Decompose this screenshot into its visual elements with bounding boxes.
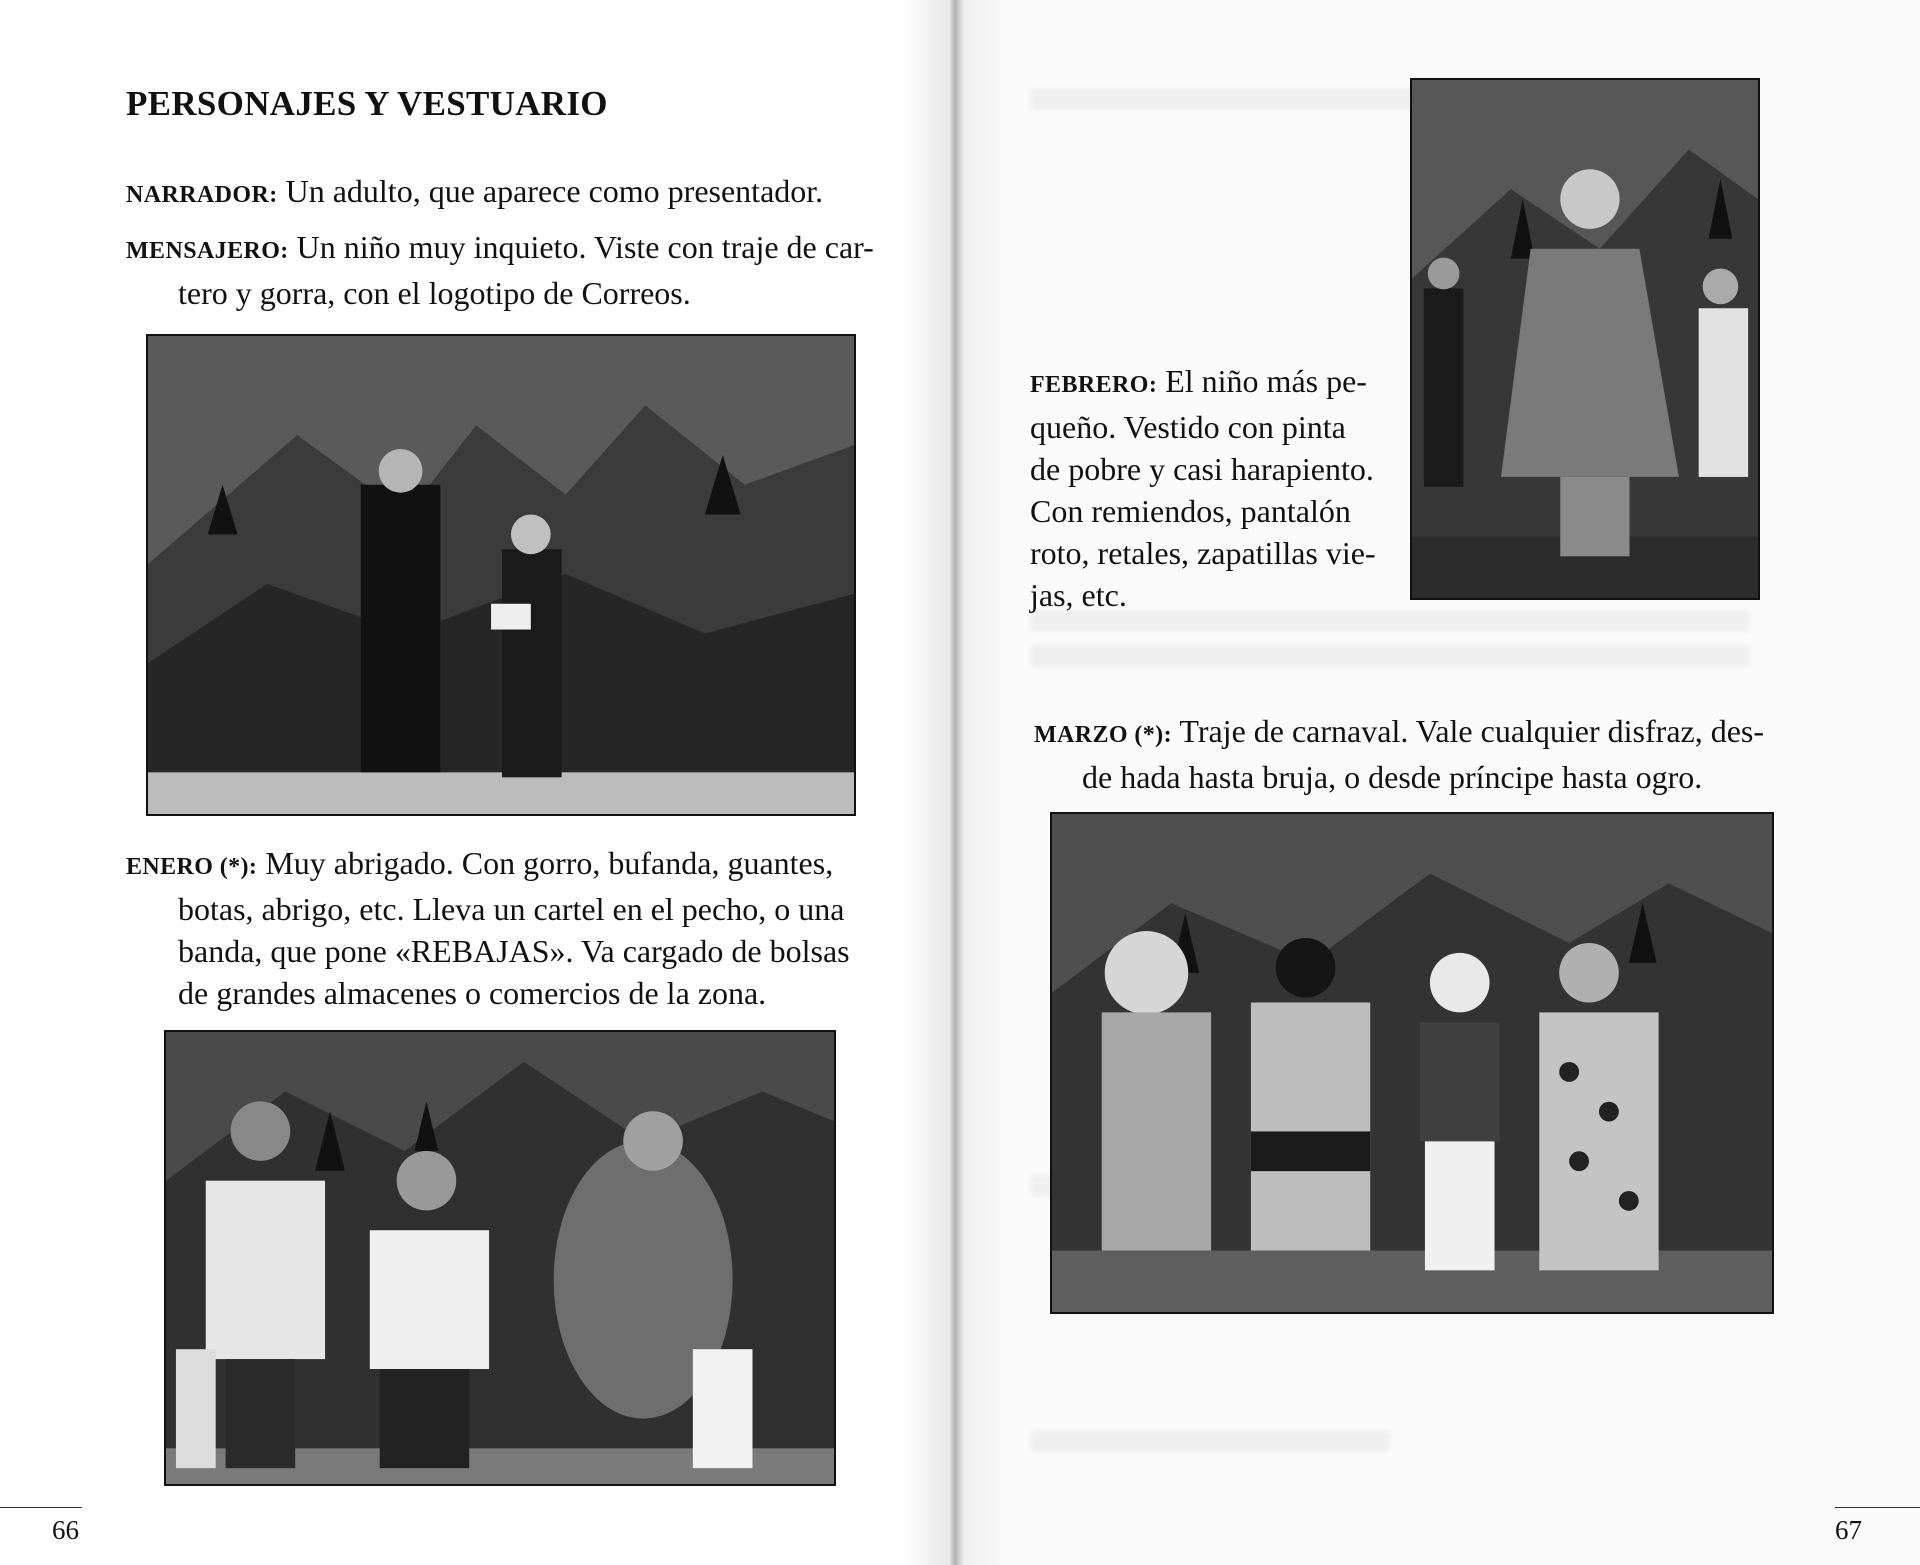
footer-rule-right	[1835, 1507, 1920, 1508]
enero-entry	[126, 842, 850, 1014]
marzo-text-line1: Traje de carnaval. Vale cualquier disfraz, des-	[1171, 713, 1765, 749]
enero-text-line4: de grandes almacenes o comercios de la zona.	[178, 975, 767, 1011]
page-number-left: 66	[52, 1515, 79, 1545]
narrador-label: NARRADOR:	[126, 182, 278, 208]
febrero-text-line6: jas, etc.	[1030, 577, 1127, 613]
narrador-entry	[126, 170, 823, 216]
febrero-text-line5: roto, retales, zapatillas vie-	[1030, 535, 1376, 571]
mensajero-entry	[126, 226, 874, 314]
photo-narrador-mensajero	[146, 334, 856, 816]
enero-label: ENERO (*):	[126, 854, 258, 880]
narrador-text: Un adulto, que aparece como presentador.	[277, 173, 824, 209]
febrero-entry	[1030, 360, 1376, 616]
febrero-text-line3: de pobre y casi harapiento.	[1030, 451, 1374, 487]
marzo-label: MARZO (*):	[1034, 722, 1172, 748]
footer-rule-left	[0, 1507, 82, 1508]
mensajero-label: MENSAJERO:	[126, 238, 289, 264]
photo-enero	[164, 1030, 836, 1486]
marzo-entry	[1034, 710, 1764, 798]
photo-marzo	[1050, 812, 1774, 1314]
mensajero-text-line1: Un niño muy inquieto. Viste con traje de car-	[288, 229, 874, 265]
page-number-right: 67	[1835, 1515, 1862, 1545]
mensajero-text-line2: tero y gorra, con el logotipo de Correos.	[178, 275, 691, 311]
febrero-text-line4: Con remiendos, pantalón	[1030, 493, 1351, 529]
right-page	[950, 0, 1920, 1565]
febrero-label: FEBRERO:	[1030, 372, 1158, 398]
left-page	[0, 0, 950, 1565]
enero-text-line3: banda, que pone «REBAJAS». Va cargado de bolsas	[178, 933, 850, 969]
enero-text-line1: Muy abrigado. Con gorro, bufanda, guantes,	[257, 845, 834, 881]
marzo-text-line2: de hada hasta bruja, o desde príncipe hasta ogro.	[1082, 759, 1703, 795]
febrero-text-line2: queño. Vestido con pinta	[1030, 409, 1346, 445]
enero-text-line2: botas, abrigo, etc. Lleva un cartel en el pecho, o una	[178, 891, 845, 927]
febrero-text-line1: El niño más pe-	[1157, 363, 1367, 399]
section-heading: PERSONAJES Y VESTUARIO	[126, 84, 608, 123]
book-gutter	[900, 0, 1010, 1565]
photo-febrero	[1410, 78, 1760, 600]
